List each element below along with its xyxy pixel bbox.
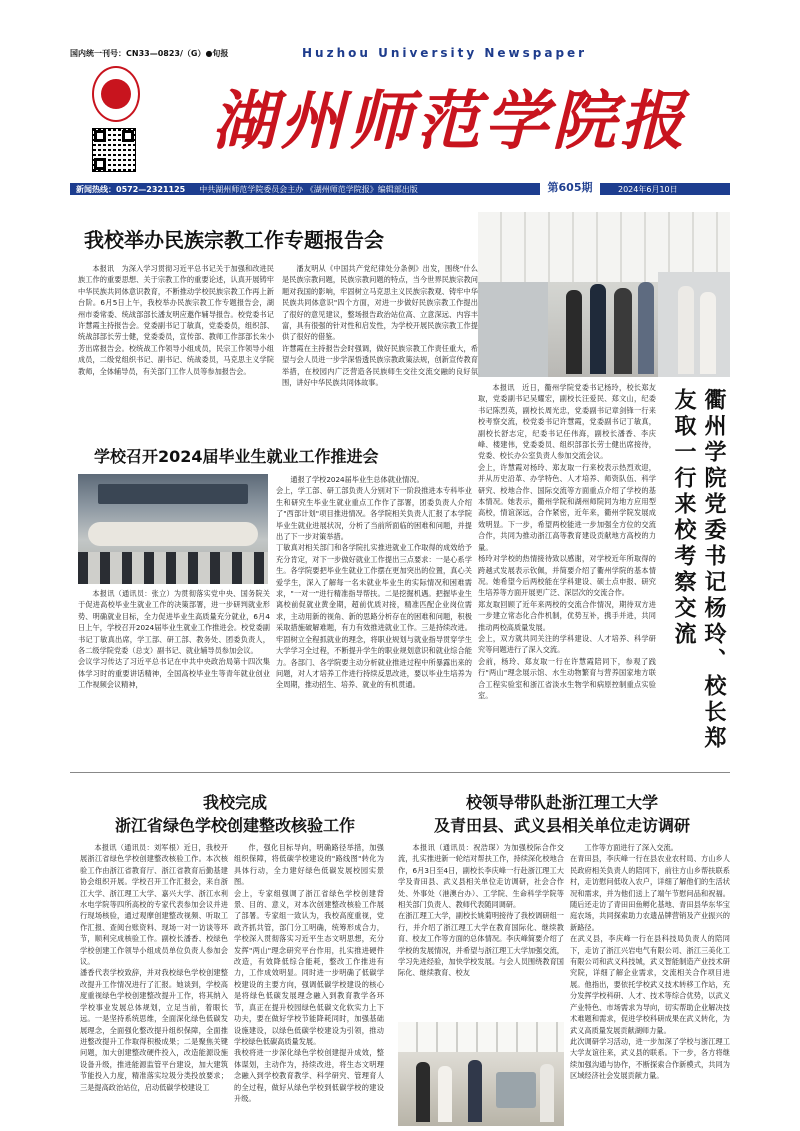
article4-col1 (80, 842, 228, 1126)
article1-col1-text: 本报讯 为深入学习贯彻习近平总书记关于加强和改进民族工作的重要思想、关于宗教工作的重要论述，认真开展铸牢中华民族共同体意识教育，不断推动学校民族宗教工作再上新台阶。6月5日上午，我校举办民族宗教工作专题报告会，湖州市委常委、统战部部长潘友明应邀作辅导报告。校党委书记许慧霞主持报告会。党委副书记丁敏真，党委委员，组织部、统战部部长劳士健，党委委员，宣传部、教师工作部部长朱小芳出席报告会。校统战工作领导小组成员，民宗工作领导小组成员，二级党组织书记、副书记、统战委员，马克思主义学院教师，全体辅导员，有关部门工作人员等参加报告会。 (78, 264, 274, 376)
article2-title: 衢州学院党委书记杨玲、校长郑友取一行来校考察交流 (671, 388, 726, 752)
article3-col2-text: 通报了学校2024届毕业生总体就业情况。 会上，学工部、研工部负责人分别对下一阶段推进本专科毕业生和研究生毕业生就业重点工作作了部署，团委负责人介绍了"西部计划"项目推进情况。各学院相关负责人汇报了本学院毕业生就业进展状况，分析了当前所面临的困难和问题，并提出了下一步对策举措。 丁敏真对相关部门和各学院扎实推进就业工作取得的成效给予充分肯定，对下一步做好就业工作提出三点要求：一是心系学生。各学院要把毕业生就业工作摆在更加突出的位置，真心关爱学生，深入了解每一名未就业毕业生的实际情况和困难需求，"一对一"进行精准指导帮扶。二是挖掘机遇。把握毕业生离校前促就业黄金期，超前优质对接，精准匹配企业岗位需求，主动用新的视角、新的思路分析存在的困难和问题，积极采取措施破解难题，有力有效推进就业工作。三是持续改进。牢固树立全程抓就业的理念，将职业规划与就业指导贯穿学生大学学习全过程，不断提升学生的职业规划意识和就业综合能力。各部门、各学院要主动分析就业推进过程中所暴露出来的问题，对人才培养工作进行持续反思改进，要以毕业生培养为全周期，推动招生、培养、就业的有机贯通。 (276, 475, 472, 690)
article5-col1 (398, 842, 564, 1018)
article1-col2-text: 潘友明从《中国共产党纪律处分条例》出发，围绕"什么是民族宗教问题，民族宗教问题的特点，当今世界民族宗教问题对我国的影响，牢固树立马克思主义民族宗教观、铸牢中华民族共同体意识"四个方面，对进一步做好民族宗教工作提出了很好的意见建议，整场报告政治站位高、立意深远、内容丰富，具有很强的针对性和启发性，为学校开展民族宗教工作提供了很好的借鉴。 许慧霞在主持报告会时强调，做好民族宗教工作责任重大，希望与会人员进一步学深悟透民族宗教政策法规，创新宣传教育举措，在校园内广泛营造各民族师生交往交流交融的良好氛围，讲好中华民族共同体故事。 (282, 264, 478, 388)
article5-title-line2: 及青田县、武义县相关单位走访调研 (433, 816, 690, 835)
article3-title: 学校召开2024届毕业生就业工作推进会 (94, 447, 379, 466)
article1-col2 (282, 263, 478, 418)
issue-number: 第605期 (540, 179, 600, 197)
article4-title-line1: 我校完成 (202, 793, 267, 812)
article4-col2 (234, 842, 384, 1126)
photo-factory-visit (398, 1022, 564, 1126)
section-divider (70, 772, 730, 773)
english-title: Huzhou University Newspaper (302, 46, 588, 60)
seal-icon (101, 79, 131, 109)
article4-title-line2: 浙江省绿色学校创建整改核验工作 (114, 816, 355, 835)
article5-title-line1: 校领导带队赴浙江理工大学 (465, 793, 658, 812)
photo-employment-meeting (78, 474, 268, 584)
article4-col1-text: 本报讯（通讯员：刘军根）近日，我校开展浙江省绿色学校创建整改核验工作。本次核验工作由浙江省教育厅、浙江省教育后勤基建协会组织开展。学校召开工作汇报会，来自浙江大学、浙江理工大学、嘉兴大学、浙江水利水电学院等四所高校的专家代表参加会议并进行现场核验，通过观摩创建整改视频、听取工作汇报、查阅台账资料、现场一对一访谈等环节，顺利完成核验工作。副校长潘香、校绿色学校创建工作领导小组成员单位负责人参加会议。 潘香代表学校致辞，并对我校绿色学校创建整改提升工作情况进行了汇报。她谈到，学校高度重视绿色学校创建整改提升工作，将其纳入学校事业发展总体规划，立足当前，着眼长远。一是坚持系统思维，全面深化绿色低碳发展理念，全面强化整改提升组织保障，全面推进整改提升工作取得积极成果；二是聚焦关键问题，加大创建整改硬件投入，改造能源设施设备升级，推进能源监管平台建设，加大建筑节能投入力度，精准落实垃圾分类投放要求；三是提高政治站位，启动低碳学校建设工 (80, 843, 228, 1092)
article5-col2-text: 工作等方面进行了深入交流。 在青田县，李庆峰一行在县农业农村局、方山乡人民政府相关负责人的陪同下，前往方山乡帮扶联系村，走访慰问低收入农户，详细了解他们的生活状况和需求，并为他们送上了端午节慰问品和祝福。随后还走访了青田田鱼孵化基地、青田县华东华宝庭农场，共同探索助力农遗品牌营销及产业振兴的新路径。 在武义县，李庆峰一行在县科技局负责人的陪同下，走访了浙江兴岩电气有限公司、浙江三美化工有限公司和武义科技城，武义智能制造产业技术研究院，详细了解企业需求，交流相关合作项目进展。他指出，要依托学校武义技术转移工作站，充分发挥学校科研、人才、技术等综合优势，以武义产业特色、市场需求为导向，切实帮助企业解决技术难题和需求，促进学校科研成果在武义转化，为武义高质量发展贡献湖师力量。 此次调研学习活动，进一步加深了学校与浙江理工大学友谊往来，武义县的联系。下一步，各方将继续加强沟通与协作，不断探索合作新模式，共同为区域经济社会发展贡献力量。 (570, 843, 730, 1081)
issue-date: 2024年6月10日 (618, 185, 678, 194)
article2-body (478, 382, 656, 754)
article5-col2 (570, 842, 730, 1126)
article3-col1 (78, 588, 270, 768)
news-hotline: 新闻热线：0572—2321125 (76, 184, 186, 194)
article2-text: 本报讯 近日，衢州学院党委书记杨玲，校长郑友取，党委副书记吴耀宏，副校长汪爱民、郑文山，纪委书记陈烈英，副校长周光忠，党委副书记章剑锋一行来校考察交流，校党委书记许慧霞，党委副书记丁敏真，副校长舒志定，纪委书记任伟海，副校长潘香、李庆峰、楼建伟，党委委员、组织部部长劳士健出席接待，党委、校长办公室负责人参加交流会议。 会上，许慧霞对杨玲、郑友取一行来校表示热烈欢迎，并从历史沿革、办学特色、人才培养、师资队伍、科学研究、校地合作、国际交流等方面重点介绍了学校的基本情况。她表示，衢州学院和湖州师院同为地方应用型高校，情谊深远，合作紧密，近年来，衢州学院发展成效明显。下一步，希望两校能进一步加强全方位的交流合作，共同为推动浙江高等教育建设贡献地方高校的力量。 杨玲对学校的热情接待致以感谢，对学校近年所取得的跨越式发展表示钦佩，并简要介绍了衢州学院的基本情况。她希望今后两校能在学科建设、硕士点申报、研究生培养等方面开展更广泛、深层次的交流合作。 郑友取回顾了近年来两校的交流合作情况，期待双方进一步建立常态化合作机制，优势互补，携手并进，共同推动两校高质量发展。 会上，双方就共同关注的学科建设、人才培养、科学研究等问题进行了深入交流。 会前，杨玲、郑友取一行在许慧霞陪同下，参观了践行"两山"理念展示馆、水生动物繁育与营养国家地方联合工程实验室和浙江省淡水生物学和病原控制重点实验室。 (478, 383, 656, 700)
article1-title: 我校举办民族宗教工作专题报告会 (84, 228, 384, 252)
newspaper-title: 湖州师范学院报 (212, 84, 688, 159)
article3-col2 (276, 474, 472, 768)
article1-col1 (78, 263, 274, 418)
photo-delegation-visit (478, 212, 730, 377)
serial-number: 国内统一刊号：CN33—0823/（G）●旬报 (70, 49, 229, 58)
article3-col1-text: 本报讯（通讯员：张立）为贯彻落实党中央、国务院关于促进高校毕业生就业工作的决策部署，进一步研判就业形势、明确就业目标，全力促进毕业生高质量充分就业，6月4日上午，学校召开2024届毕业生就业工作推进会。校党委副书记丁敏真出席，学工部、研工部、教务处、团委负责人，各二级学院党委（总支）副书记、就业辅导员参加会议。 会议学习传达了习近平总书记在中共中央政治局第十四次集体学习时的重要讲话精神，全国高校毕业生等青年就业创业工作视频会议精神， (78, 589, 270, 690)
article4-col2-text: 作，强化目标导向，明确路径举措，加强组织保障，将低碳学校建设的"路线图"转化为具体行动，全力建好绿色低碳发展校园实景图。 会上，专家组强调了浙江省绿色学校创建背景、目的、意义，对本次创建整改核验工作展了部署。专家组一致认为，我校高度重视，党政齐抓共管，部门分工明确，统筹形成合力，学校深入贯彻落实习近平生态文明思想，充分发挥"两山"理念研究平台作用，扎实推进硬件改造，有效降低综合能耗，整改工作推进有力，工作成效明显。同时进一步明确了低碳学校建设的主要方向，强调低碳学校建设的核心是将绿色低碳发展理念融入到教育教学各环节，真正在提升校园绿色低碳文化软实力上下功夫，要在做好学校节能降耗同时，加强基础设施建设，以绿色低碳学校建设为引领，推动学校绿色低碳高质量发展。 我校将进一步深化绿色学校创建提升成效，整体谋划，主动作为，持续改进，将生态文明理念融入到学校教育教学、科学研究、管理育人的全过程，做好从绿色学校到低碳学校的建设升级。 (234, 843, 384, 1103)
sponsor-line: 中共湖州师范学院委员会主办 《湖州师范学院报》编辑部出版 (199, 184, 418, 194)
university-logo (92, 66, 140, 122)
qr-code-icon (92, 128, 136, 172)
article5-col1-text: 本报讯（通讯员：祝浩琛）为加强校际合作交流，扎实推进新一轮结对帮扶工作，持续深化校地合作，6月3日至4日，副校长李庆峰一行赴浙江理工大学及青田县、武义县相关单位走访调研，社会合作处、外事处（港澳台办）、工学院、生命科学学院等相关部门负责人、教师代表随同调研。 在浙江理工大学，副校长姚菊明接待了我校调研组一行，并介绍了浙江理工大学在教育国际化、继续教育、校友工作等方面的总体情况。李庆峰简要介绍了学校的发展情况，并希望与浙江理工大学加强交流，学习先进经验，加快学校发展。与会人员围绕教育国际化、继续教育、校友 (398, 843, 564, 978)
